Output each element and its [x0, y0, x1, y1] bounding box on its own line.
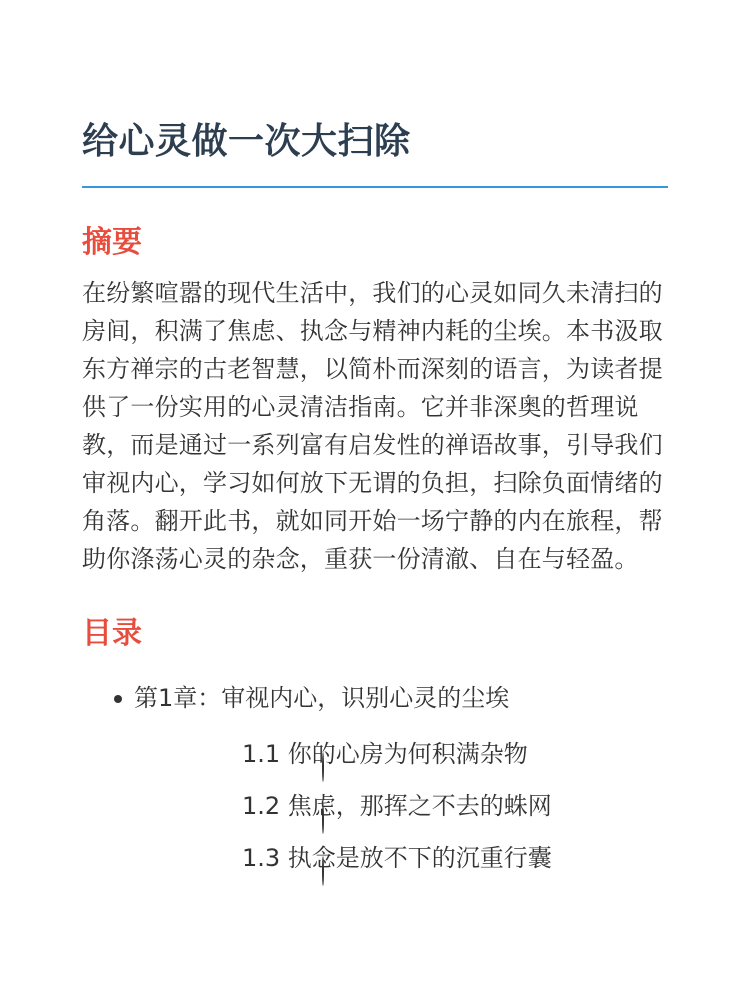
bullet-dot-icon — [114, 695, 122, 703]
abstract-text: 在纷繁喧嚣的现代生活中，我们的心灵如同久未清扫的房间，积满了焦虑、执念与精神内耗的尘埃。本书汲取东方禅宗的古老智慧，以简朴而深刻的语言，为读者提供了一份实用的心灵清洁指南。它并非深奥的哲理说教，而是通过一系列富有启发性的禅语故事，引导我们审视内心，学习如何放下无谓的负担，扫除负面情绪的角落。翻开此书，就如同开始一场宁静的内在旅程，帮助你涤荡心灵的杂念，重获一份清澈、自在与轻盈。 — [82, 279, 663, 573]
toc-section — [82, 612, 668, 876]
toc-list — [82, 680, 668, 876]
abstract-heading: 摘要 — [82, 225, 142, 260]
toc-section-label: 1.2 焦虑，那挥之不去的蛛网 — [242, 792, 552, 820]
toc-section-list — [134, 736, 668, 876]
toc-chapter-item — [82, 680, 668, 876]
abstract-section — [82, 221, 668, 578]
toc-section-item — [134, 788, 668, 824]
toc-section-label: 1.3 执念是放不下的沉重行囊 — [242, 844, 552, 872]
toc-section-item — [134, 840, 668, 876]
page-title: 给心灵做一次大扫除 — [82, 121, 411, 162]
toc-section-item — [134, 736, 668, 772]
toc-heading: 目录 — [82, 616, 142, 651]
toc-chapter-label: 第1章：审视内心，识别心灵的尘埃 — [134, 684, 510, 712]
title-divider — [82, 186, 668, 188]
toc-section-label: 1.1 你的心房为何积满杂物 — [242, 740, 528, 768]
